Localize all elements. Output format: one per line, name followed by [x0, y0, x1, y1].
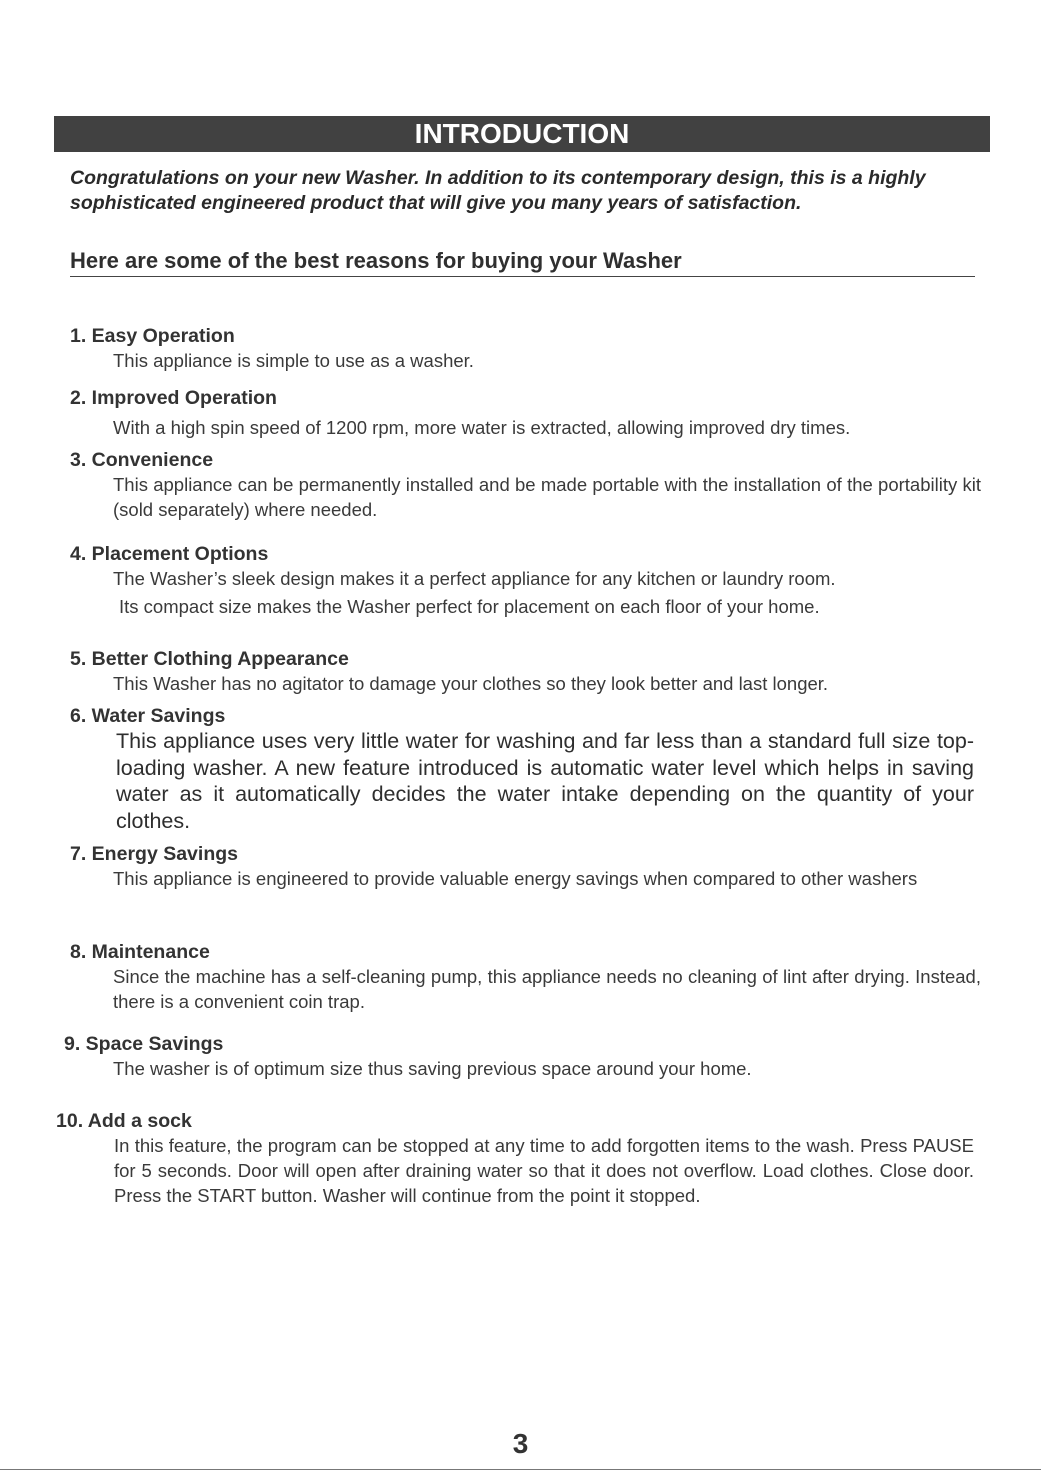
item-text: This Washer has no agitator to damage your clothes so they look better and last longer. [113, 673, 829, 694]
item-text: This appliance is engineered to provide valuable energy savings when compared to other washers [113, 868, 918, 889]
list-item [70, 448, 982, 522]
item-body [113, 415, 981, 440]
item-title: 1. Easy Operation [70, 325, 235, 347]
item-body [113, 964, 981, 1014]
item-title: 9. Space Savings [64, 1033, 224, 1055]
list-item [70, 542, 982, 619]
list-item [70, 704, 982, 834]
section-title: INTRODUCTION [414, 118, 630, 149]
item-title: 6. Water Savings [70, 705, 226, 727]
item-text: In this feature, the program can be stopped at any time to add forgotten items to the wash. Press PAUSE for 5 seconds. Door will open after draining water so that it does not overflow. Load clothes. Close door. Press the START button. Washer will continue from the point it stopped. [114, 1135, 974, 1206]
item-body [113, 472, 981, 522]
item-title: 2. Improved Operation [70, 387, 277, 409]
intro-paragraph: Congratulations on your new Washer. In addition to its contemporary design, this is a highly sophisticated engineered product that will give you many years of satisfaction. [70, 167, 926, 214]
item-body [113, 671, 981, 696]
list-item [64, 1032, 976, 1081]
reasons-heading: Here are some of the best reasons for buying your Washer [70, 247, 975, 277]
list-item [56, 1109, 974, 1208]
item-text: This appliance can be permanently installed and be made portable with the installation of the portability kit (sold separately) where needed. [113, 474, 981, 520]
page-number: 3 [512, 1428, 529, 1459]
list-item [70, 647, 982, 696]
item-text: Its compact size makes the Washer perfect for placement on each floor of your home. [119, 596, 820, 617]
item-title: 3. Convenience [70, 449, 214, 471]
item-body [113, 566, 981, 619]
footer-divider [0, 1469, 1041, 1470]
item-body [116, 728, 974, 834]
item-body [114, 1133, 974, 1208]
item-body [113, 348, 981, 373]
item-text: The Washer’s sleek design makes it a perfect appliance for any kitchen or laundry room. [113, 568, 836, 589]
section-banner [54, 116, 990, 152]
item-title: 10. Add a sock [56, 1110, 192, 1132]
item-text: Since the machine has a self-cleaning pump, this appliance needs no cleaning of lint after drying. Instead, there is a convenient coin trap. [113, 966, 981, 1012]
item-title: 7. Energy Savings [70, 843, 238, 865]
list-item [70, 324, 982, 373]
item-title: 8. Maintenance [70, 941, 210, 963]
item-text: This appliance is simple to use as a washer. [113, 350, 474, 371]
item-body [113, 1056, 981, 1081]
list-item [70, 842, 982, 891]
item-title: 5. Better Clothing Appearance [70, 648, 349, 670]
item-text: With a high spin speed of 1200 rpm, more water is extracted, allowing improved dry times. [113, 417, 851, 438]
item-text: The washer is of optimum size thus saving previous space around your home. [113, 1058, 752, 1079]
item-title: 4. Placement Options [70, 543, 269, 565]
item-body [113, 866, 981, 891]
list-item [70, 386, 982, 440]
item-text: This appliance uses very little water for washing and far less than a standard full size top-loading washer. A new feature introduced is automatic water level which helps in saving water as it automatically decides the water intake depending on the quantity of your clothes. [116, 729, 974, 833]
list-item [70, 940, 982, 1014]
